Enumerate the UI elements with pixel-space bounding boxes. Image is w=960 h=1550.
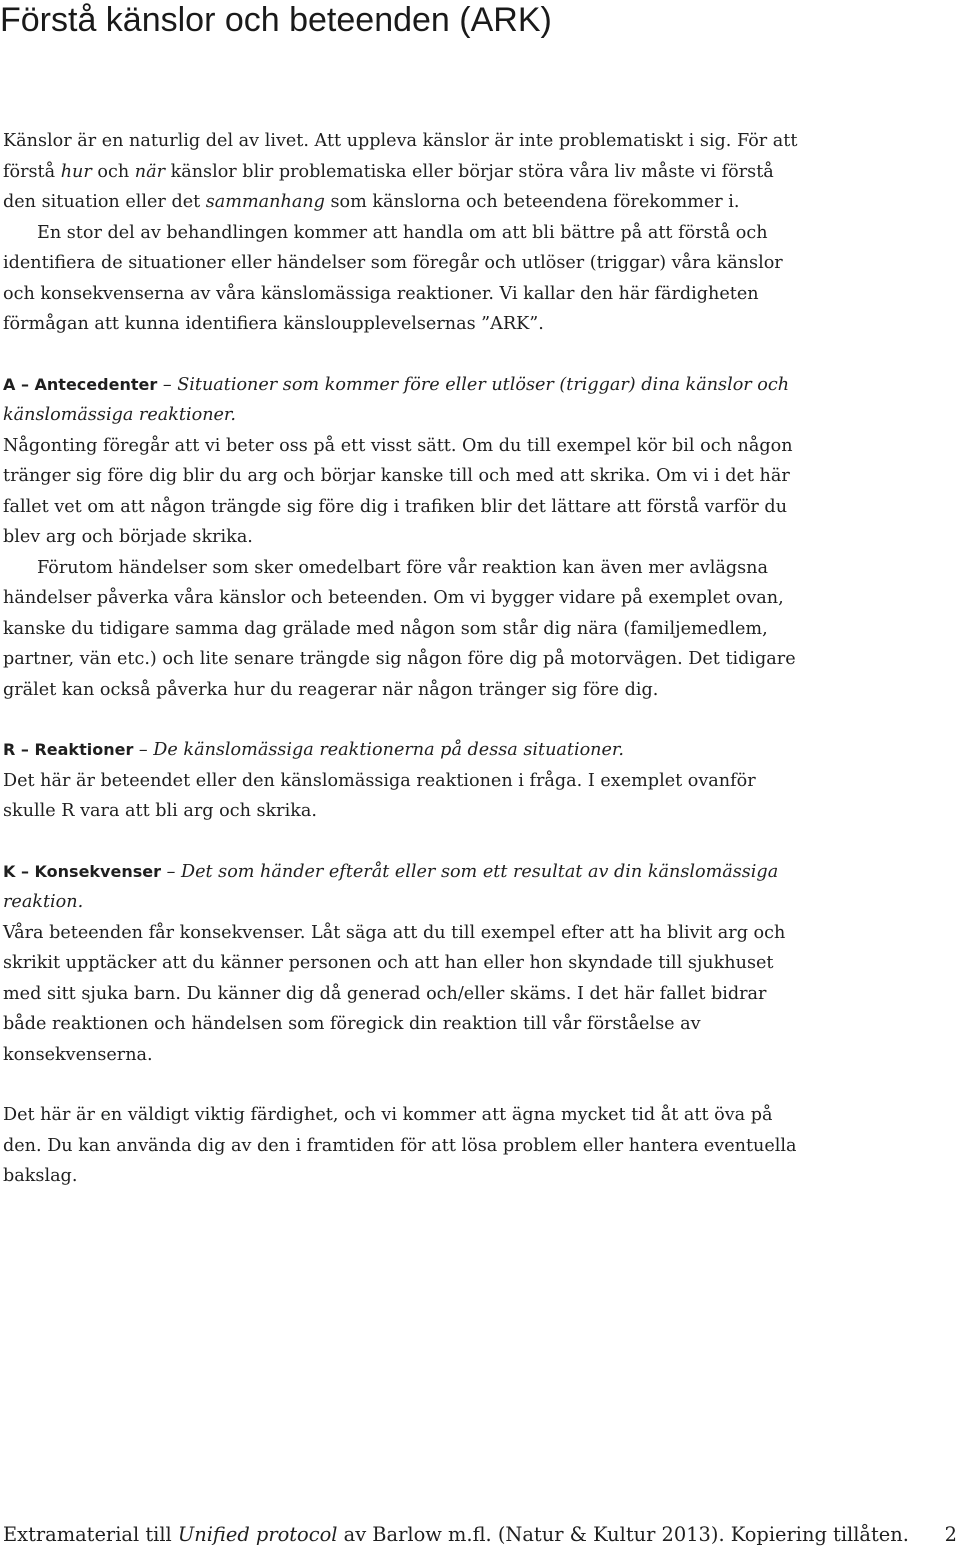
antecedents-label: A – Antecedenter: [3, 374, 158, 394]
intro-text: Känslor är en naturlig del av livet. Att uppleva känslor är inte problematiskt i sig. För att förstå: [3, 131, 798, 182]
consequences-heading: [3, 857, 803, 918]
intro-paragraph-2: En stor del av behandlingen kommer att handla om att bli bättre på att förstå och identifiera de situationer eller händelser som föregår och utlöser (triggar) våra känslor och konsekvenserna av våra känslomässiga reaktioner. Vi kallar den här färdigheten förmågan att kunna identifiera känsloupplevelsernas ”ARK”.: [3, 222, 783, 334]
closing-paragraph: Det här är en väldigt viktig färdighet, och vi kommer att ägna mycket tid åt att öva på den. Du kan använda dig av den i framtiden för att lösa problem eller hantera eventuella bakslag.: [3, 1105, 797, 1186]
footer-text: Extramaterial till: [3, 1523, 178, 1546]
page-title: Förstå känslor och beteenden (ARK): [0, 1, 552, 39]
consequences-label: K – Konsekvenser: [3, 861, 161, 881]
reactions-paragraph: Det här är beteendet eller den känslomässiga reaktionen i fråga. I exemplet ovanför skulle R vara att bli arg och skrika.: [3, 770, 756, 821]
antecedents-definition: – Situationer som kommer före eller utlöser (triggar) dina känslor och känslomässiga reaktioner.: [3, 374, 790, 425]
footer-credit: [3, 1523, 909, 1546]
reactions-heading: [3, 735, 803, 766]
intro-emphasis-hur: hur: [60, 161, 92, 182]
antecedents-heading: [3, 370, 803, 431]
document-body: [3, 126, 803, 1192]
intro-text: känslor blir problematiska eller börjar störa våra liv måste vi förstå den situation eller det: [3, 161, 774, 212]
intro-emphasis-sammanhang: sammanhang: [205, 192, 325, 212]
consequences-paragraph: Våra beteenden får konsekvenser. Låt säga att du till exempel efter att ha blivit arg och skrikit upptäcker att du känner personen och att han eller hon skyndade till sjukhuset med sitt sjuka barn. Du känner dig då generad och/eller skäms. I det här fallet bidrar både reaktionen och händelsen som föregick din reaktion till vår förståelse av konsekvenserna.: [3, 922, 786, 1065]
reactions-definition: – De känslomässiga reaktionerna på dessa situationer.: [138, 740, 624, 760]
page-footer: [3, 1520, 959, 1550]
consequences-definition: – Det som händer efteråt eller som ett resultat av din känslomässiga reaktion.: [3, 861, 779, 912]
intro-emphasis-nar: när: [134, 161, 165, 182]
page-number: 2: [944, 1523, 957, 1546]
antecedents-paragraph-1: Någonting föregår att vi beter oss på ett visst sätt. Om du till exempel kör bil och någon tränger sig före dig blir du arg och börjar kanske till och med att skrika. Om vi i det här fallet vet om att någon trängde sig före dig i trafiken blir det lättare att förstå varför du blev arg och började skrika.: [3, 435, 793, 547]
intro-text: och: [91, 161, 135, 182]
intro-text: som känslorna och beteendena förekommer i.: [324, 192, 740, 212]
intro-paragraph: [3, 126, 803, 218]
reactions-label: R – Reaktioner: [3, 740, 134, 759]
footer-book-title: Unified protocol: [177, 1523, 338, 1546]
antecedents-paragraph-2: Förutom händelser som sker omedelbart före vår reaktion kan även mer avlägsna händelser påverka våra känslor och beteenden. Om vi bygger vidare på exemplet ovan, kanske du tidigare samma dag grälade med någon som står dig nära (familjemedlem, partner, vän etc.) och lite senare trängde sig någon före dig på motorvägen. Det tidigare grälet kan också påverka hur du reagerar när någon tränger sig före dig.: [3, 557, 796, 700]
footer-text: av Barlow m.fl. (Natur & Kultur 2013). Kopiering tillåten.: [337, 1523, 909, 1546]
